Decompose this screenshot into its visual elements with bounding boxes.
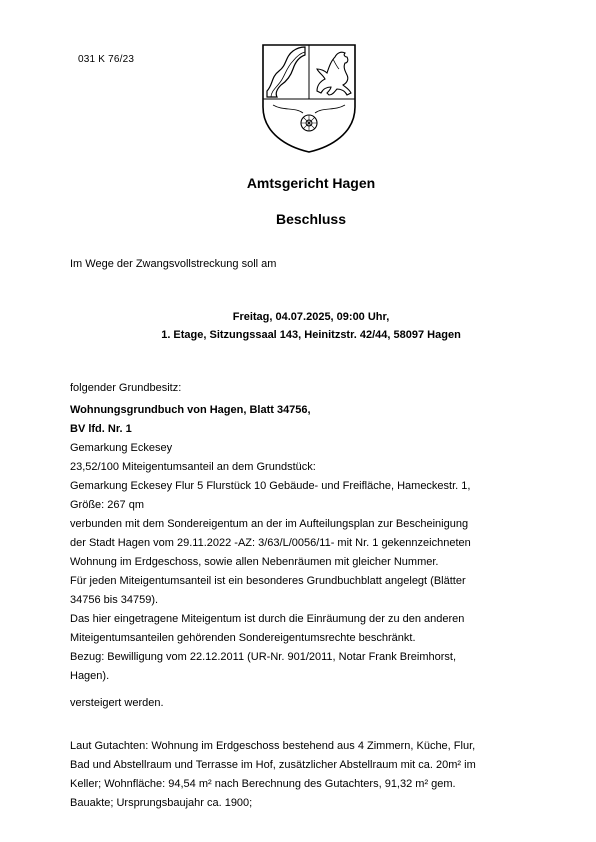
description-line: Gemarkung Eckesey Flur 5 Flurstück 10 Gebäude- und Freifläche, Hameckestr. 1, [70,480,471,492]
description-line: 34756 bis 34759). [70,594,159,606]
description-line: Wohnung im Erdgeschoss, sowie allen Nebenräumen mit gleicher Nummer. [70,556,439,568]
intro-text: Im Wege der Zwangsvollstreckung soll am [70,258,277,270]
description-line: Hagen). [70,670,110,682]
description-line: Größe: 267 qm [70,499,144,511]
description-line: Gemarkung Eckesey [70,442,173,454]
gutachten-line: Laut Gutachten: Wohnung im Erdgeschoss bestehend aus 4 Zimmern, Küche, Flur, [70,740,476,752]
description-line: Miteigentumsanteilen gehörenden Sondereigentumsrechte beschränkt. [70,632,416,644]
bv-number: BV lfd. Nr. 1 [70,423,132,435]
description-line: Das hier eingetragene Miteigentum ist durch die Einräumung der zu den anderen [70,613,465,625]
description-line: Für jeden Miteigentumsanteil ist ein besonderes Grundbuchblatt angelegt (Blätter [70,575,466,587]
auction-location: 1. Etage, Sitzungssaal 143, Heinitzstr. 42/44, 58097 Hagen [161,329,461,341]
court-name: Amtsgericht Hagen [246,175,376,191]
gutachten-paragraph [70,737,530,813]
description-line: Bezug: Bewilligung vom 22.12.2011 (UR-Nr. 901/2011, Notar Frank Breimhorst, [70,651,456,663]
document-title: Beschluss [275,211,347,227]
grundbesitz-description [70,401,530,686]
gutachten-line: Bauakte; Ursprungsbaujahr ca. 1900; [70,797,253,809]
description-line: verbunden mit dem Sondereigentum an der im Aufteilungsplan zur Bescheinigung [70,518,469,530]
gutachten-line: Keller; Wohnfläche: 94,54 m² nach Berechnung des Gutachters, 91,32 m² gem. [70,778,456,790]
nrw-coat-of-arms-icon [259,41,359,154]
versteigert-text: versteigert werden. [70,697,164,709]
gutachten-line: Bad und Abstellraum und Terrasse im Hof, zusätzlicher Abstellraum mit ca. 20m² im [70,759,476,771]
description-line: der Stadt Hagen vom 29.11.2022 -AZ: 3/63/L/0056/11- mit Nr. 1 gekennzeichneten [70,537,471,549]
auction-date: Freitag, 04.07.2025, 09:00 Uhr, [232,311,390,323]
file-number: 031 K 76/23 [78,54,135,65]
grundbesitz-intro: folgender Grundbesitz: [70,382,182,394]
grundbuch-heading: Wohnungsgrundbuch von Hagen, Blatt 34756, [70,404,311,416]
description-line: 23,52/100 Miteigentumsanteil an dem Grundstück: [70,461,316,473]
